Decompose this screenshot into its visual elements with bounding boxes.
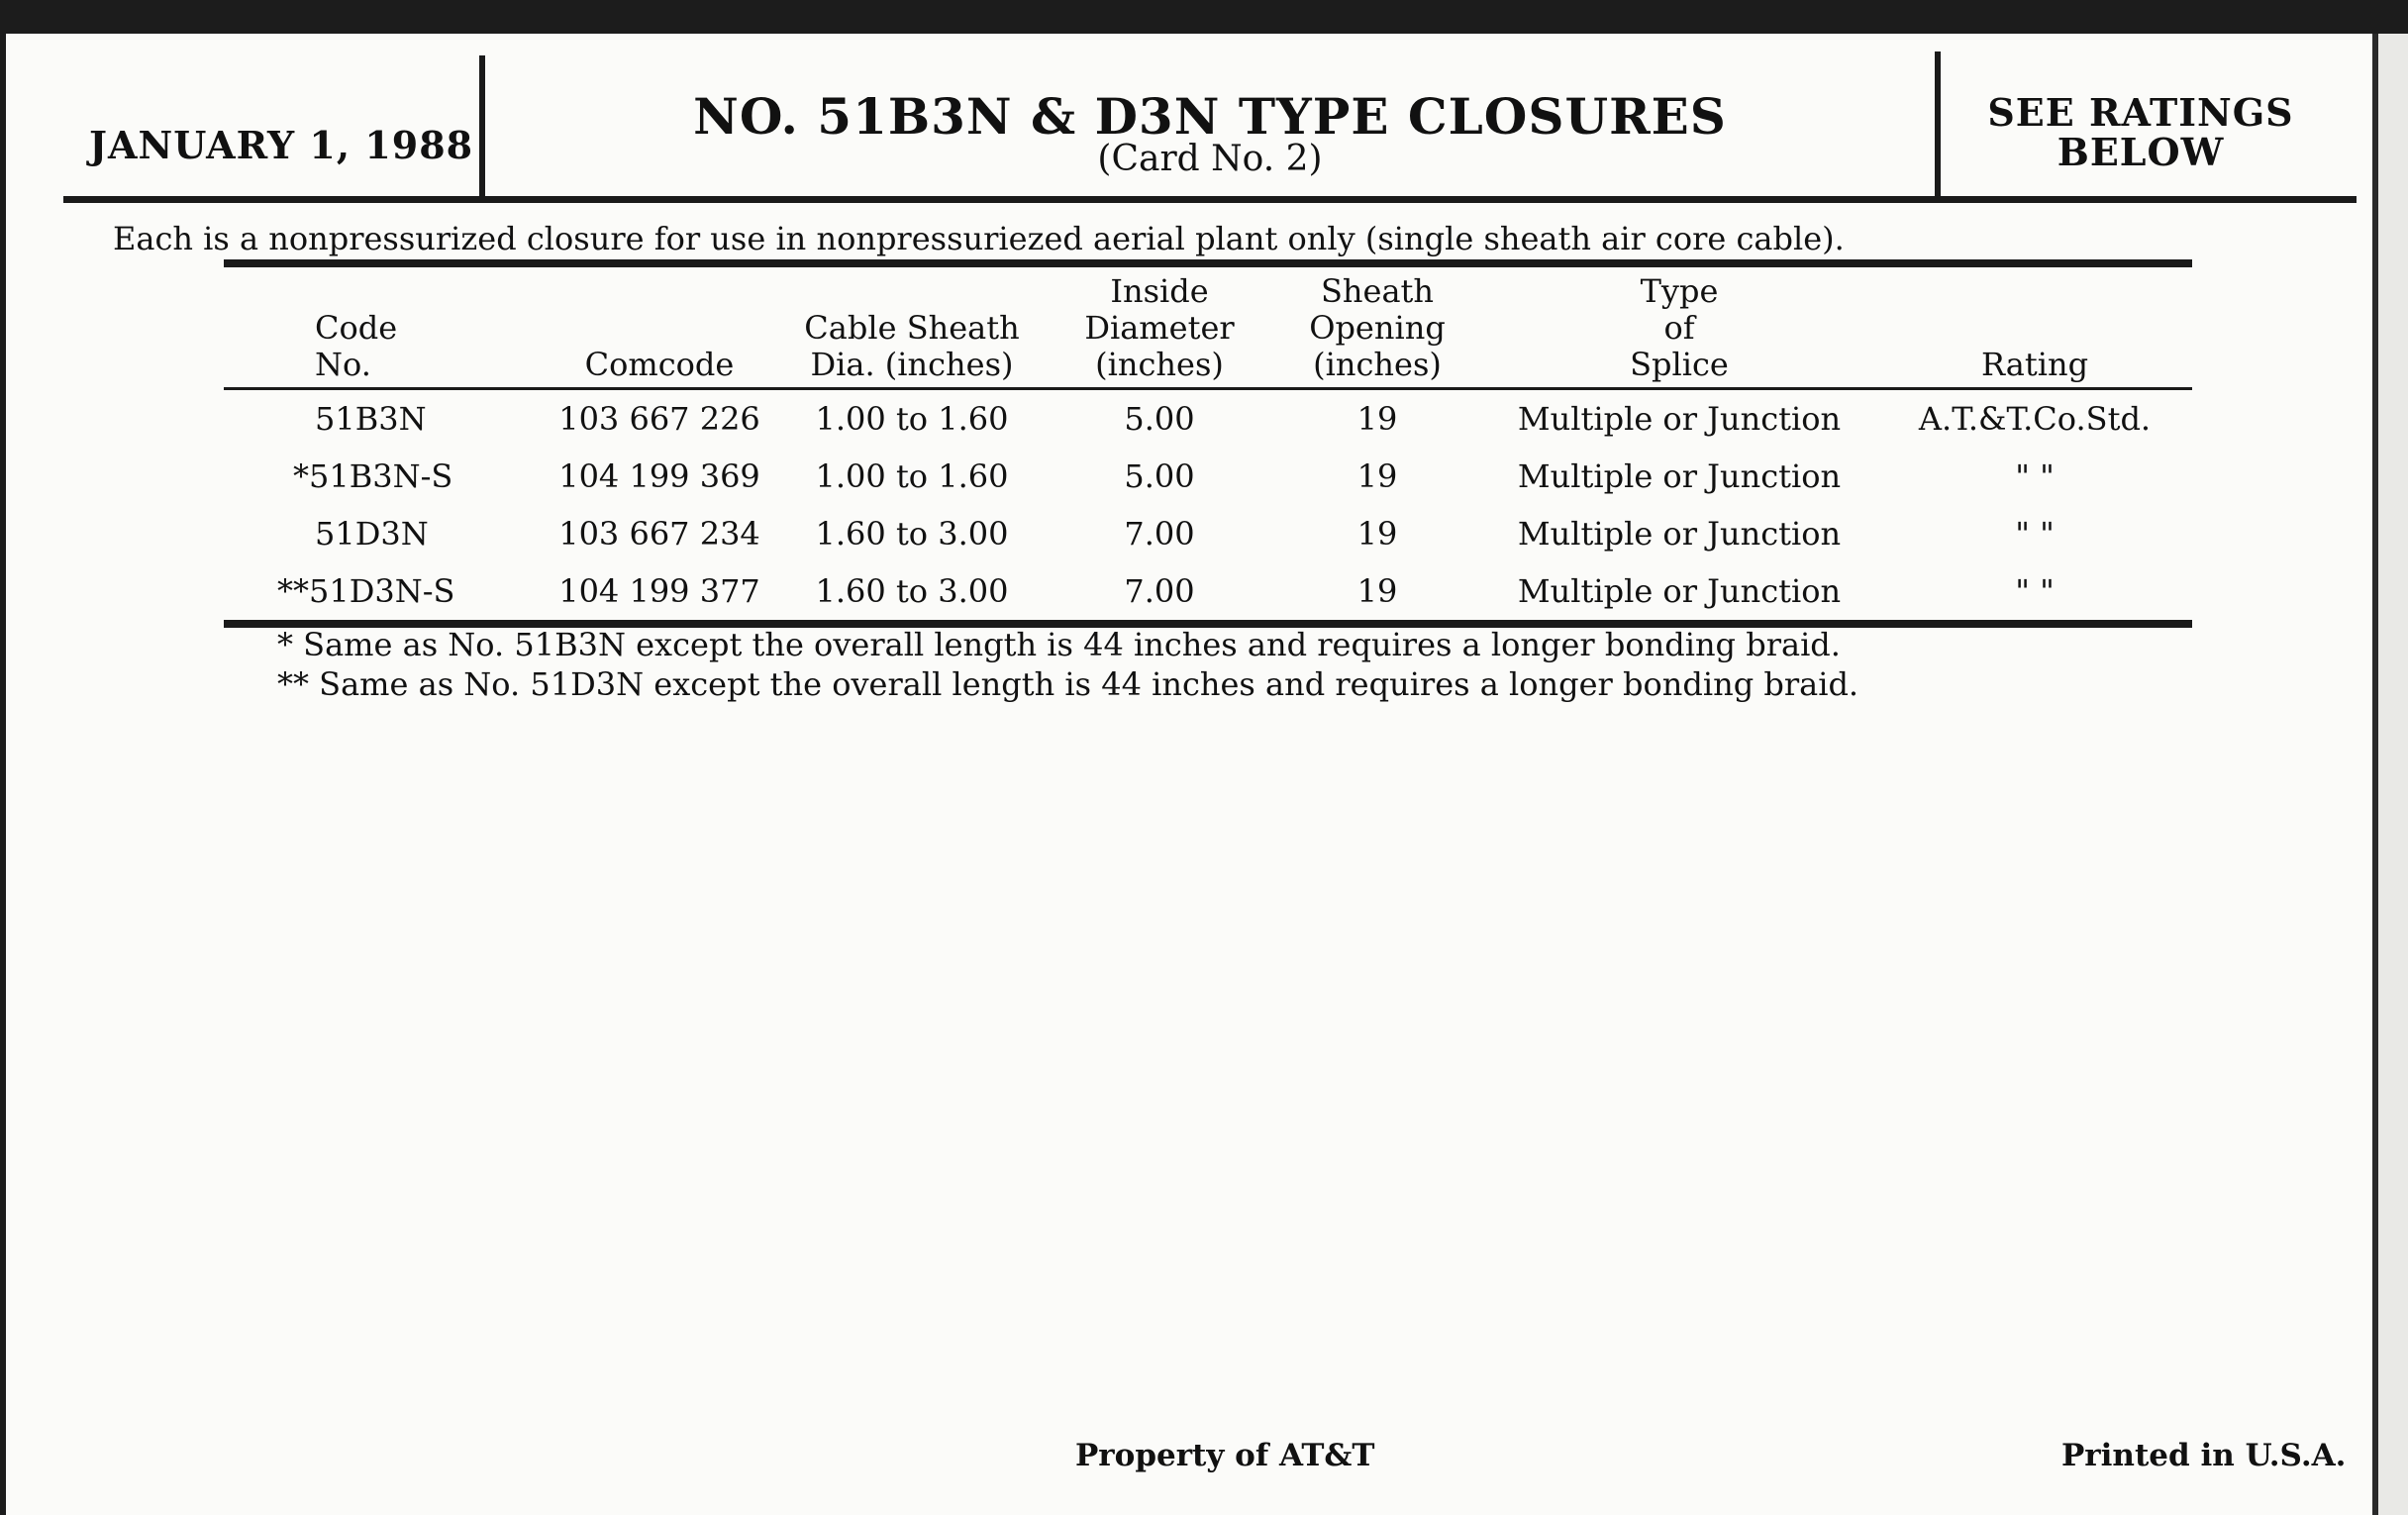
column-header-line: Cable Sheath: [804, 309, 1020, 347]
column-header-line: Rating: [1980, 346, 2089, 383]
column-header-line: Dia. (inches): [810, 346, 1014, 383]
table-cell: 1.00 to 1.60: [815, 400, 1009, 438]
column-header-line: (inches): [1313, 346, 1442, 383]
column-header-line: Opening: [1309, 309, 1446, 347]
table-cell: 19: [1356, 400, 1398, 438]
table-cell: 19: [1356, 515, 1398, 553]
table-cell: 51B3N: [315, 400, 427, 438]
column-header: [541, 263, 778, 389]
footer-printed: Printed in U.S.A.: [2061, 1438, 2347, 1473]
table-cell: 1.60 to 3.00: [815, 572, 1009, 610]
table-cell: " ": [2015, 457, 2055, 495]
table-row: [224, 389, 2192, 449]
table-row: [224, 562, 2192, 624]
table-header-row: [224, 263, 2192, 389]
table-cell: 1.60 to 3.00: [815, 515, 1009, 553]
document-date: JANUARY 1, 1988: [89, 123, 474, 167]
ratings-note-line2: BELOW: [2057, 130, 2225, 174]
table-cell: *51B3N-S: [293, 457, 453, 495]
footnote-1: * Same as No. 51B3N except the overall length is 44 inches and requires a longer bonding braid.: [277, 626, 1841, 663]
column-header-line: Splice: [1630, 346, 1729, 383]
table-cell: Multiple or Junction: [1517, 572, 1842, 610]
document-title: NO. 51B3N & D3N TYPE CLOSURES: [693, 87, 1727, 146]
table-cell: 1.00 to 1.60: [815, 457, 1009, 495]
table-row: [224, 448, 2192, 505]
footnote-2: ** Same as No. 51D3N except the overall length is 44 inches and requires a longer bonding braid.: [277, 665, 1859, 703]
table-cell: 104 199 377: [558, 572, 760, 610]
table-cell: 103 667 226: [558, 400, 760, 438]
table-cell: 5.00: [1124, 457, 1195, 495]
column-header-line: No.: [315, 346, 371, 383]
column-header-line: Type: [1640, 272, 1719, 310]
table-cell: 104 199 369: [558, 457, 760, 495]
table-cell: A.T.&T.Co.Std.: [1918, 400, 2152, 438]
table-cell: " ": [2015, 515, 2055, 553]
table-cell: 7.00: [1124, 515, 1195, 553]
table-cell: 5.00: [1124, 400, 1195, 438]
column-header: [1481, 263, 1877, 389]
document-subtitle: (Card No. 2): [1097, 139, 1323, 179]
table-body: [224, 389, 2192, 625]
ratings-note-line1: SEE RATINGS: [1987, 90, 2294, 135]
column-header-line: (inches): [1095, 346, 1224, 383]
column-header: [224, 263, 541, 389]
table-cell: Multiple or Junction: [1517, 457, 1842, 495]
table-cell: Multiple or Junction: [1517, 515, 1842, 553]
intro-text: Each is a nonpressurized closure for use in nonpressuriezed aerial plant only (single sheath air core cable).: [113, 220, 1845, 257]
column-header: [1877, 263, 2192, 389]
column-header: [778, 263, 1046, 389]
table-cell: 19: [1356, 457, 1398, 495]
footer-property: Property of AT&T: [1075, 1438, 1375, 1473]
table-cell: 7.00: [1124, 572, 1195, 610]
table-cell: " ": [2015, 572, 2055, 610]
card-edge-strip: [2372, 34, 2408, 1515]
ratings-note: [1941, 90, 2341, 174]
table-cell: 51D3N: [315, 515, 429, 553]
column-header-line: Code: [315, 309, 398, 347]
closures-table: [224, 259, 2192, 628]
table-cell: 19: [1356, 572, 1398, 610]
table-cell: Multiple or Junction: [1517, 400, 1842, 438]
column-header: [1046, 263, 1273, 389]
header-rule: [63, 196, 2357, 203]
table-cell: **51D3N-S: [277, 572, 455, 610]
table-cell: 103 667 234: [558, 515, 760, 553]
column-header-line: of: [1663, 309, 1695, 347]
column-header: [1273, 263, 1481, 389]
column-header-line: Comcode: [584, 346, 735, 383]
column-header-line: Sheath: [1320, 272, 1434, 310]
column-header-line: Diameter: [1084, 309, 1235, 347]
column-header-line: Inside: [1110, 272, 1209, 310]
table-row: [224, 505, 2192, 562]
